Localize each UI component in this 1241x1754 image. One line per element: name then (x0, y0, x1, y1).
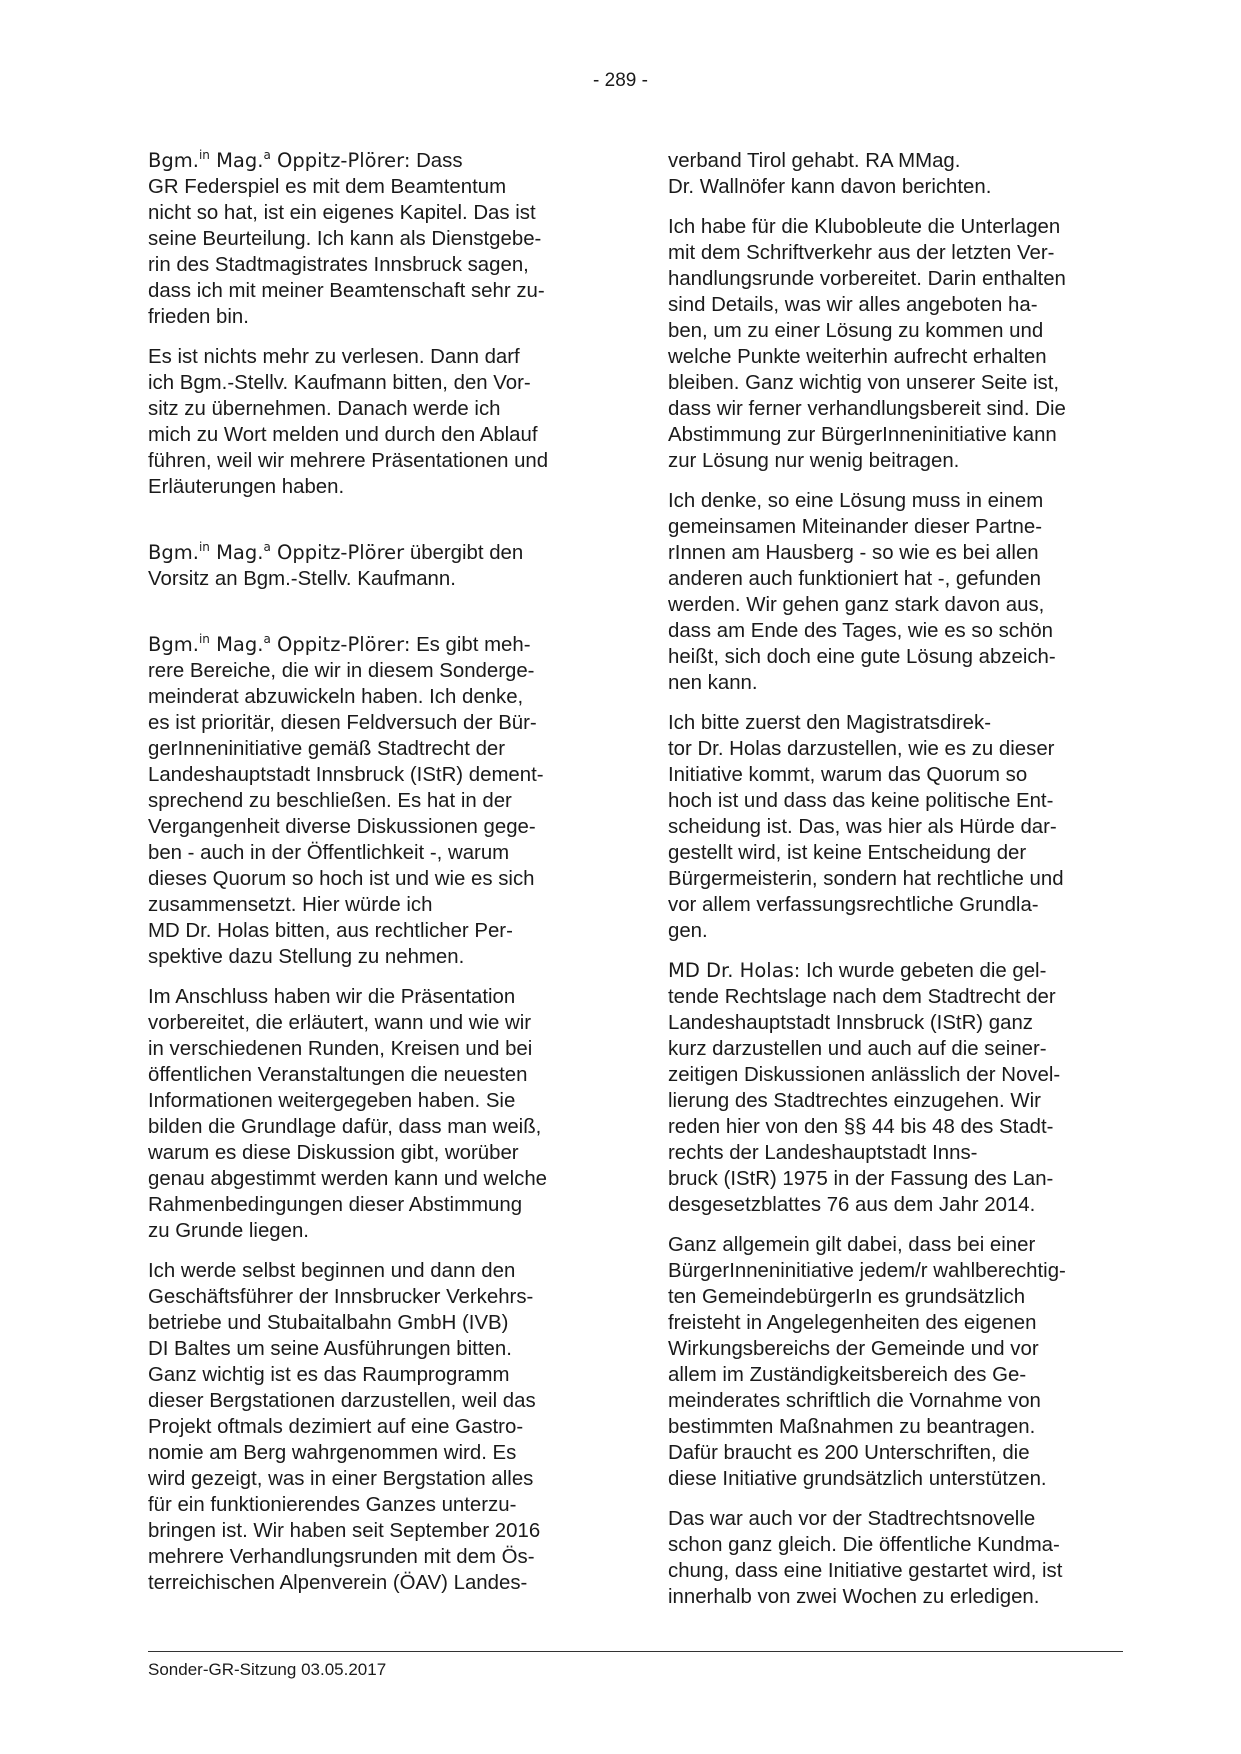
line-text: schon ganz gleich. Die öffentliche Kundma- (668, 1534, 1060, 1556)
line-text: gestellt wird, ist keine Entscheidung der (668, 842, 1027, 864)
line-text: zu Grunde liegen. (148, 1220, 309, 1242)
text-line (148, 566, 603, 592)
speaker-sup2: a (263, 148, 271, 162)
text-line (668, 840, 1123, 866)
line-text: Erläuterungen haben. (148, 476, 345, 498)
line-text: heißt, sich doch eine gute Lösung abzeich- (668, 646, 1056, 668)
text-line (668, 1036, 1123, 1062)
line-text: rin des Stadtmagistrates Innsbruck sagen, (148, 254, 529, 276)
line-text: Dass (410, 150, 463, 172)
line-text: tor Dr. Holas darzustellen, wie es zu dieser (668, 738, 1055, 760)
line-text: BürgerInneninitiative jedem/r wahlberechtig- (668, 1260, 1066, 1282)
speaker-middle: Mag. (209, 633, 264, 656)
text-line (668, 1336, 1123, 1362)
text-line (148, 540, 603, 566)
text-line (148, 1544, 603, 1570)
text-line (148, 252, 603, 278)
text-line (668, 422, 1123, 448)
line-text: ben, um zu einer Lösung zu kommen und (668, 320, 1044, 342)
line-text: vor allem verfassungsrechtliche Grundla- (668, 894, 1039, 916)
line-text: vorbereitet, die erläutert, wann und wie wir (148, 1012, 532, 1034)
line-text: nomie am Berg wahrgenommen wird. Es (148, 1442, 517, 1464)
line-text: sitz zu übernehmen. Danach werde ich (148, 398, 501, 420)
line-text: tende Rechtslage nach dem Stadtrecht der (668, 986, 1056, 1008)
text-line (668, 344, 1123, 370)
paragraph (148, 1258, 603, 1596)
line-text: Im Anschluss haben wir die Präsentation (148, 986, 516, 1008)
text-line (148, 1388, 603, 1414)
line-text: frieden bin. (148, 306, 249, 328)
text-line (668, 736, 1123, 762)
paragraph (668, 488, 1123, 696)
line-text: meinderat abzuwickeln haben. Ich denke, (148, 686, 524, 708)
line-text: Abstimmung zur BürgerInneninitiative kann (668, 424, 1057, 446)
line-text: ben - auch in der Öffentlichkeit -, warum (148, 842, 510, 864)
line-text: innerhalb von zwei Wochen zu erledigen. (668, 1586, 1040, 1608)
line-text: mehrere Verhandlungsrunden mit dem Ös- (148, 1546, 535, 1568)
text-line (668, 1284, 1123, 1310)
text-line (668, 984, 1123, 1010)
text-line (668, 1466, 1123, 1492)
text-line (668, 1558, 1123, 1584)
line-text: ich Bgm.-Stellv. Kaufmann bitten, den Vor- (148, 372, 531, 394)
line-text: Es ist nichts mehr zu verlesen. Dann darf (148, 346, 520, 368)
text-line (148, 1466, 603, 1492)
text-line (668, 1088, 1123, 1114)
text-line (668, 1114, 1123, 1140)
text-line (148, 1088, 603, 1114)
text-line (148, 1036, 603, 1062)
footer-session-label: Sonder-GR-Sitzung 03.05.2017 (148, 1660, 387, 1679)
line-text: dieses Quorum so hoch ist und wie es sich (148, 868, 535, 890)
text-line (148, 892, 603, 918)
paragraph (148, 632, 603, 970)
text-line (668, 566, 1123, 592)
line-text: für ein funktionierendes Ganzes unterzu- (148, 1494, 517, 1516)
text-line (668, 514, 1123, 540)
text-line (668, 1232, 1123, 1258)
line-text: zur Lösung nur wenig beitragen. (668, 450, 960, 472)
text-line (148, 762, 603, 788)
text-line (148, 1570, 603, 1596)
page-number: - 289 - (593, 70, 648, 91)
line-text: Das war auch vor der Stadtrechtsnovelle (668, 1508, 1036, 1530)
text-line (148, 840, 603, 866)
text-line (148, 944, 603, 970)
line-text: mit dem Schriftverkehr aus der letzten Ver- (668, 242, 1055, 264)
line-text: gemeinsamen Miteinander dieser Partne- (668, 516, 1043, 538)
line-text: sprechend zu beschließen. Es hat in der (148, 790, 512, 812)
text-line (148, 814, 603, 840)
line-text: Rahmenbedingungen dieser Abstimmung (148, 1194, 523, 1216)
line-text: Dr. Wallnöfer kann davon berichten. (668, 176, 992, 198)
text-line (148, 474, 603, 500)
text-line (668, 918, 1123, 944)
line-text: terreichischen Alpenverein (ÖAV) Landes- (148, 1572, 528, 1594)
speaker-name (668, 959, 800, 982)
text-line (148, 658, 603, 684)
line-text: Informationen weitergegeben haben. Sie (148, 1090, 516, 1112)
text-line (668, 1414, 1123, 1440)
line-text: dieser Bergstationen darzustellen, weil das (148, 1390, 536, 1412)
line-text: genau abgestimmt werden kann und welche (148, 1168, 548, 1190)
line-text: rInnen am Hausberg - so wie es bei allen (668, 542, 1039, 564)
text-line (668, 396, 1123, 422)
line-text: Dafür braucht es 200 Unterschriften, die (668, 1442, 1030, 1464)
speaker-name: Oppitz-Plörer: (270, 149, 411, 172)
text-line (148, 304, 603, 330)
speaker-sup2: a (263, 632, 271, 646)
line-text: rechts der Landeshauptstadt Inns- (668, 1142, 978, 1164)
text-line (148, 422, 603, 448)
text-line (148, 1166, 603, 1192)
paragraph (668, 214, 1123, 474)
line-text: Ganz wichtig ist es das Raumprogramm (148, 1364, 510, 1386)
line-text: allem im Zuständigkeitsbereich des Ge- (668, 1364, 1027, 1386)
line-text: freisteht in Angelegenheiten des eigenen (668, 1312, 1037, 1334)
line-text: Landeshauptstadt Innsbruck (IStR) dement- (148, 764, 544, 786)
text-line (148, 1414, 603, 1440)
text-line (668, 240, 1123, 266)
text-line (148, 1140, 603, 1166)
line-text: zeitigen Diskussionen anlässlich der Novel- (668, 1064, 1061, 1086)
line-text: bruck (IStR) 1975 in der Fassung des Lan- (668, 1168, 1054, 1190)
text-line (148, 1258, 603, 1284)
speaker-sup1: in (198, 632, 210, 646)
paragraph (668, 1232, 1123, 1492)
footer-divider (148, 1651, 1123, 1652)
line-text: Vorsitz an Bgm.-Stellv. Kaufmann. (148, 568, 456, 590)
line-text: Bürgermeisterin, sondern hat rechtliche und (668, 868, 1064, 890)
line-text: werden. Wir gehen ganz stark davon aus, (668, 594, 1045, 616)
text-line (668, 214, 1123, 240)
line-text: desgesetzblattes 76 aus dem Jahr 2014. (668, 1194, 1036, 1216)
line-text: Wirkungsbereichs der Gemeinde und vor (668, 1338, 1039, 1360)
paragraph (668, 710, 1123, 944)
line-text: führen, weil wir mehrere Präsentationen und (148, 450, 549, 472)
text-line (148, 918, 603, 944)
line-text: ten GemeindebürgerIn es grundsätzlich (668, 1286, 1026, 1308)
text-line (668, 1440, 1123, 1466)
text-line (668, 1310, 1123, 1336)
line-text: Geschäftsführer der Innsbrucker Verkehrs- (148, 1286, 534, 1308)
text-line (148, 1336, 603, 1362)
speaker-prefix: Bgm. (148, 149, 199, 172)
line-text: DI Baltes um seine Ausführungen bitten. (148, 1338, 512, 1360)
text-line (668, 1362, 1123, 1388)
line-text: dass ich mit meiner Beamtenschaft sehr zu- (148, 280, 545, 302)
text-line (668, 1258, 1123, 1284)
line-text: gerInneninitiative gemäß Stadtrecht der (148, 738, 506, 760)
line-text: dass wir ferner verhandlungsbereit sind. Die (668, 398, 1066, 420)
line-text: meinderates schriftlich die Vornahme von (668, 1390, 1041, 1412)
text-line (668, 174, 1123, 200)
line-text: reden hier von den §§ 44 bis 48 des Stadt- (668, 1116, 1054, 1138)
line-text: verband Tirol gehabt. RA MMag. (668, 150, 961, 172)
text-line (148, 1062, 603, 1088)
text-line (668, 148, 1123, 174)
text-line (148, 1362, 603, 1388)
line-text: chung, dass eine Initiative gestartet wird, ist (668, 1560, 1063, 1582)
paragraph (148, 540, 603, 592)
line-text: es ist prioritär, diesen Feldversuch der Bür- (148, 712, 537, 734)
text-line (668, 892, 1123, 918)
text-line (148, 684, 603, 710)
text-line (148, 1310, 603, 1336)
speaker-name: Oppitz-Plörer (270, 541, 405, 564)
text-line (148, 226, 603, 252)
speaker-middle: Mag. (209, 149, 264, 172)
speaker-sup1: in (198, 540, 210, 554)
right-column (668, 148, 1123, 1624)
text-line (668, 1532, 1123, 1558)
text-line (668, 488, 1123, 514)
line-text: hoch ist und dass das keine politische Ent- (668, 790, 1054, 812)
line-text: betriebe und Stubaitalbahn GmbH (IVB) (148, 1312, 509, 1334)
text-line (668, 266, 1123, 292)
line-text: Ich wurde gebeten die gel- (800, 960, 1047, 982)
line-text: handlungsrunde vorbereitet. Darin enthalten (668, 268, 1066, 290)
paragraph (148, 344, 603, 500)
line-text: nen kann. (668, 672, 758, 694)
line-text: rere Bereiche, die wir in diesem Sonderge- (148, 660, 535, 682)
text-line (668, 540, 1123, 566)
text-line (668, 1010, 1123, 1036)
line-text: diese Initiative grundsätzlich unterstützen. (668, 1468, 1047, 1490)
paragraph (148, 148, 603, 330)
line-text: spektive dazu Stellung zu nehmen. (148, 946, 465, 968)
text-line (668, 814, 1123, 840)
speaker-middle: Mag. (209, 541, 264, 564)
line-text: Initiative kommt, warum das Quorum so (668, 764, 1028, 786)
line-text: anderen auch funktioniert hat -, gefunden (668, 568, 1041, 590)
line-text: Projekt oftmals dezimiert auf eine Gastro- (148, 1416, 524, 1438)
text-line (148, 1192, 603, 1218)
text-line (668, 618, 1123, 644)
text-line (668, 1388, 1123, 1414)
line-text: seine Beurteilung. Ich kann als Dienstgebe- (148, 228, 542, 250)
text-line (148, 344, 603, 370)
speaker-name (148, 541, 404, 564)
speaker-prefix: Bgm. (148, 541, 199, 564)
text-line (668, 762, 1123, 788)
line-text: Ganz allgemein gilt dabei, dass bei einer (668, 1234, 1036, 1256)
text-line (668, 1506, 1123, 1532)
line-text: Ich denke, so eine Lösung muss in einem (668, 490, 1044, 512)
text-line (668, 1062, 1123, 1088)
text-line (148, 1518, 603, 1544)
paragraph (668, 1506, 1123, 1610)
speaker-prefix: Bgm. (148, 633, 199, 656)
line-text: dass am Ende des Tages, wie es so schön (668, 620, 1054, 642)
paragraph (668, 958, 1123, 1218)
line-text: kurz darzustellen und auch auf die seiner- (668, 1038, 1047, 1060)
text-line (668, 370, 1123, 396)
text-line (668, 1140, 1123, 1166)
line-text: bilden die Grundlage dafür, dass man weiß, (148, 1116, 542, 1138)
text-line (148, 1218, 603, 1244)
text-line (148, 278, 603, 304)
speaker-sup1: in (198, 148, 210, 162)
text-line (668, 788, 1123, 814)
line-text: wird gezeigt, was in einer Bergstation alles (148, 1468, 534, 1490)
line-text: übergibt den (404, 542, 524, 564)
text-line (148, 396, 603, 422)
text-line (148, 1284, 603, 1310)
line-text: scheidung ist. Das, was hier als Hürde dar- (668, 816, 1057, 838)
text-line (148, 148, 603, 174)
text-line (148, 448, 603, 474)
text-line (148, 200, 603, 226)
speaker-prefix: MD Dr. Holas: (668, 959, 801, 982)
line-text: mich zu Wort melden und durch den Ablauf (148, 424, 538, 446)
text-line (668, 448, 1123, 474)
text-line (668, 1584, 1123, 1610)
speaker-name: Oppitz-Plörer: (270, 633, 411, 656)
line-text: Ich werde selbst beginnen und dann den (148, 1260, 516, 1282)
line-text: bleiben. Ganz wichtig von unserer Seite ist, (668, 372, 1060, 394)
speaker-sup2: a (263, 540, 271, 554)
line-text: welche Punkte weiterhin aufrecht erhalten (668, 346, 1047, 368)
speaker-name (148, 149, 410, 172)
text-line (148, 370, 603, 396)
text-line (668, 670, 1123, 696)
text-line (668, 958, 1123, 984)
text-line (148, 866, 603, 892)
text-line (148, 788, 603, 814)
text-line (668, 710, 1123, 736)
text-line (668, 292, 1123, 318)
text-line (668, 644, 1123, 670)
text-line (148, 632, 603, 658)
paragraph (668, 148, 1123, 200)
text-line (668, 1166, 1123, 1192)
text-line (668, 866, 1123, 892)
text-line (148, 1114, 603, 1140)
paragraph (148, 984, 603, 1244)
line-text: öffentlichen Veranstaltungen die neuesten (148, 1064, 528, 1086)
text-line (148, 1492, 603, 1518)
line-text: GR Federspiel es mit dem Beamtentum (148, 176, 507, 198)
line-text: bestimmten Maßnahmen zu beantragen. (668, 1416, 1036, 1438)
line-text: nicht so hat, ist ein eigenes Kapitel. Das ist (148, 202, 536, 224)
line-text: gen. (668, 920, 708, 942)
text-line (148, 984, 603, 1010)
line-text: Landeshauptstadt Innsbruck (IStR) ganz (668, 1012, 1033, 1034)
line-text: Es gibt meh- (410, 634, 531, 656)
line-text: Vergangenheit diverse Diskussionen gege- (148, 816, 536, 838)
text-line (148, 736, 603, 762)
text-line (148, 174, 603, 200)
line-text: warum es diese Diskussion gibt, worüber (148, 1142, 519, 1164)
text-line (148, 1440, 603, 1466)
line-text: in verschiedenen Runden, Kreisen und bei (148, 1038, 533, 1060)
line-text: Ich bitte zuerst den Magistratsdirek- (668, 712, 991, 734)
text-line (148, 710, 603, 736)
line-text: MD Dr. Holas bitten, aus rechtlicher Per- (148, 920, 513, 942)
line-text: Ich habe für die Klubobleute die Unterlagen (668, 216, 1061, 238)
line-text: bringen ist. Wir haben seit September 2016 (148, 1520, 541, 1542)
speaker-name (148, 633, 410, 656)
line-text: zusammensetzt. Hier würde ich (148, 894, 433, 916)
line-text: lierung des Stadtrechtes einzugehen. Wir (668, 1090, 1041, 1112)
line-text: sind Details, was wir alles angeboten ha- (668, 294, 1038, 316)
text-line (668, 318, 1123, 344)
left-column (148, 148, 603, 1610)
text-line (148, 1010, 603, 1036)
text-line (668, 592, 1123, 618)
text-line (668, 1192, 1123, 1218)
